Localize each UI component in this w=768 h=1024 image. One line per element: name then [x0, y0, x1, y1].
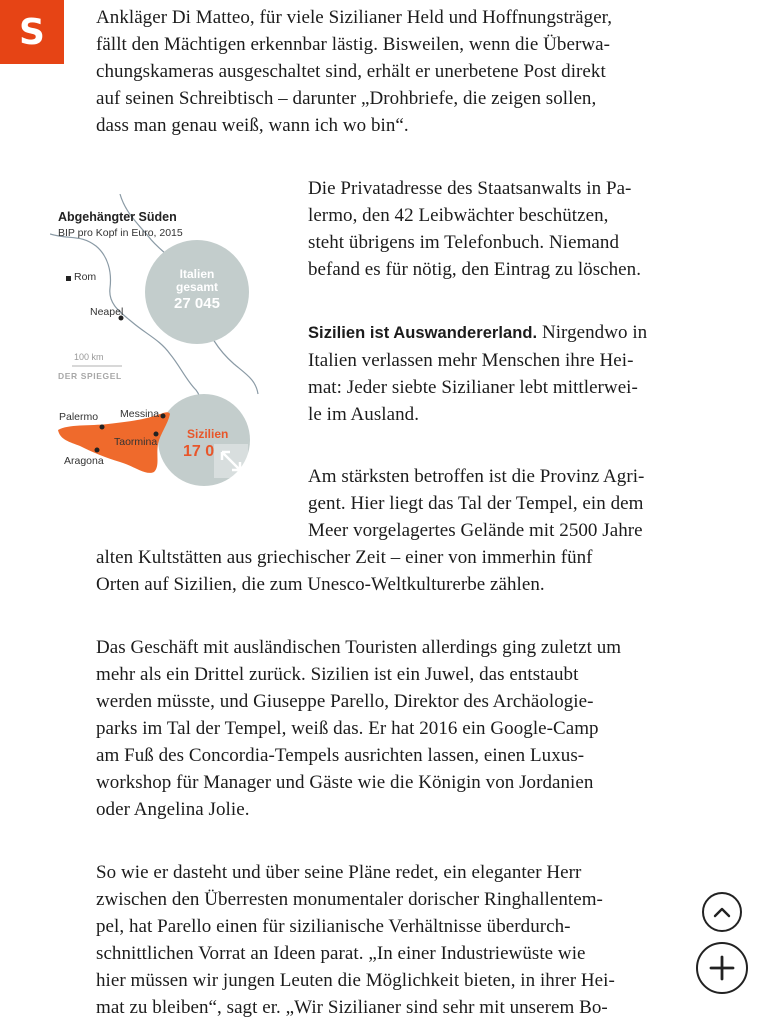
text-line: oder Angelina Jolie. — [96, 799, 250, 820]
paragraph-6 — [96, 859, 615, 1021]
expand-icon[interactable] — [214, 444, 248, 478]
plus-icon — [708, 954, 736, 982]
text-line — [308, 319, 647, 347]
text-line: parks im Tal der Tempel, weiß das. Er hat 2016 ein Google-Camp — [96, 718, 599, 739]
text-line: le im Ausland. — [308, 404, 419, 425]
add-button[interactable] — [696, 942, 748, 994]
map-credit: DER SPIEGEL — [58, 371, 122, 381]
city-label-palermo: Palermo — [59, 411, 99, 423]
text-line: mat: Jeder siebte Sizilianer lebt mittlerwei- — [308, 377, 638, 398]
text-line: zwischen den Überresten monumentaler dorischer Ringhallentem- — [96, 889, 603, 910]
text-line: pel, hat Parello einen für sizilianische Verhältnisse überdurch- — [96, 916, 571, 937]
section-lead: Sizilien ist Auswandererland. — [308, 324, 538, 342]
map-subtitle: BIP pro Kopf in Euro, 2015 — [58, 227, 183, 239]
paragraph-4-narrow — [308, 463, 644, 544]
italy-bubble-line2: gesamt — [175, 280, 219, 294]
city-label-rom: Rom — [74, 271, 97, 283]
text-line: mehr als ein Drittel zurück. Sizilien ist ein Juwel, das entstaubt — [96, 664, 579, 685]
text-line: auf seinen Schreibtisch – darunter „Drohbriefe, die zeigen sollen, — [96, 88, 597, 109]
text-line: gent. Hier liegt das Tal der Tempel, ein dem — [308, 493, 644, 514]
paragraph-4-wide — [96, 544, 593, 598]
city-label-taormina: Taormina — [114, 436, 158, 448]
text-line: steht übrigens im Telefonbuch. Niemand — [308, 232, 620, 253]
city-label-neapel: Neapel — [90, 306, 124, 318]
text-line: So wie er dasteht und über seine Pläne redet, ein eleganter Herr — [96, 862, 582, 883]
chevron-up-icon — [712, 905, 732, 919]
italy-bubble-value: 27 045 — [174, 295, 220, 312]
text-line: dass man genau weiß, wann ich wo bin“. — [96, 115, 409, 136]
rom-dot — [66, 276, 71, 281]
text-line: workshop für Manager und Gäste wie die Königin von Jordanien — [96, 772, 594, 793]
spiegel-logo[interactable]: S — [0, 0, 64, 64]
sicily-bubble-value: 17 0 — [183, 443, 215, 460]
paragraph-1 — [96, 4, 612, 139]
text-line: alten Kultstätten aus griechischer Zeit – einer von immerhin fünf — [96, 547, 593, 568]
sicily-gdp-map[interactable] — [50, 194, 260, 486]
text-line: Die Privatadresse des Staatsanwalts in Pa- — [308, 178, 632, 199]
text-line: werden müsste, und Giuseppe Parello, Direktor des Archäologie- — [96, 691, 594, 712]
text-line: lermo, den 42 Leibwächter beschützen, — [308, 205, 609, 226]
paragraph-2 — [308, 175, 641, 283]
text-line: chungskameras ausgeschaltet sind, erhält er unerbetene Post direkt — [96, 61, 606, 82]
city-label-aragona: Aragona — [64, 455, 104, 467]
paragraph-3 — [308, 319, 647, 428]
city-label-messina: Messina — [120, 408, 160, 420]
paragraph-5 — [96, 634, 621, 823]
text-line: Meer vorgelagertes Gelände mit 2500 Jahre — [308, 520, 643, 541]
text-line: Das Geschäft mit ausländischen Touristen allerdings ging zuletzt um — [96, 637, 622, 658]
text-line: Italien verlassen mehr Menschen ihre Hei- — [308, 350, 634, 371]
text-line: am Fuß des Concordia-Tempels ausrichten lassen, einen Luxus- — [96, 745, 585, 766]
text-line: befand es für nötig, den Eintrag zu löschen. — [308, 259, 642, 280]
text-line: Ankläger Di Matteo, für viele Sizilianer Held und Hoffnungsträger, — [96, 7, 613, 28]
sicily-bubble-label: Sizilien — [187, 427, 229, 441]
text-line: hier müssen wir jungen Leuten die Möglichkeit bieten, in ihrer Hei- — [96, 970, 615, 991]
map-title: Abgehängter Süden — [58, 210, 177, 224]
italy-bubble-label — [162, 268, 232, 310]
text-line: Orten auf Sizilien, die zum Unesco-Weltkulturerbe zählen. — [96, 574, 545, 595]
text-line: fällt den Mächtigen erkennbar lästig. Bisweilen, wenn die Überwa- — [96, 34, 610, 55]
text-line: schnittlichen Vorrat an Ideen parat. „In einer Industriewüste wie — [96, 943, 586, 964]
italy-bubble-line1: Italien — [179, 267, 215, 281]
text-line: mat zu bleiben“, sagt er. „Wir Sizilianer sind sehr mit unserem Bo- — [96, 997, 608, 1018]
scale-label: 100 km — [74, 352, 104, 362]
text-fragment: Nirgendwo in — [537, 322, 648, 343]
scroll-up-button[interactable] — [702, 892, 742, 932]
text-line: Am stärksten betroffen ist die Provinz Agri- — [308, 466, 645, 487]
